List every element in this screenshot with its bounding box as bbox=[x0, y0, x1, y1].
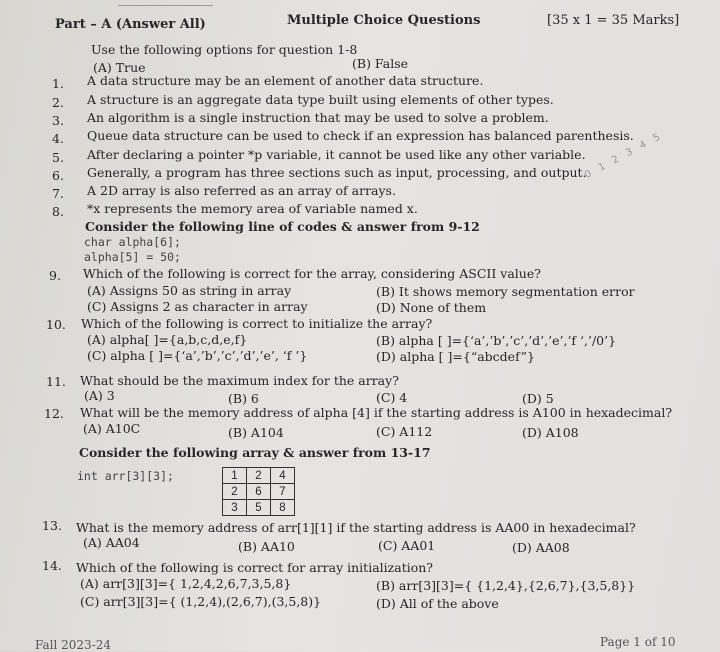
option-a: (A) 3 bbox=[84, 388, 115, 403]
question-number: 3. bbox=[52, 113, 64, 128]
question-number: 8. bbox=[52, 204, 64, 219]
page-number: Page 1 of 10 bbox=[600, 635, 676, 649]
option-a: (A) Assigns 50 as string in array bbox=[87, 283, 292, 298]
table-cell: 2 bbox=[223, 484, 247, 500]
option-d: (D) None of them bbox=[376, 300, 487, 315]
option-c: (C) AA01 bbox=[378, 538, 436, 553]
tf-option-b: (B) False bbox=[352, 56, 408, 71]
question-text: An algorithm is a single instruction that may be used to solve a problem. bbox=[87, 110, 549, 125]
table-row bbox=[223, 500, 295, 516]
question-number: 12. bbox=[44, 406, 64, 421]
question-number: 5. bbox=[52, 150, 64, 165]
section-heading: Consider the following line of codes & answer from 9-12 bbox=[85, 219, 480, 234]
option-d: (D) All of the above bbox=[376, 596, 499, 611]
table-cell: 4 bbox=[271, 468, 295, 484]
table-cell: 3 bbox=[223, 500, 247, 516]
option-b: (B) arr[3][3]={ {1,2,4},{2,6,7},{3,5,8}} bbox=[376, 578, 636, 593]
section-heading: Consider the following array & answer from 13-17 bbox=[79, 445, 431, 460]
code-line: int arr[3][3]; bbox=[77, 469, 174, 483]
option-c: (C) A112 bbox=[376, 424, 433, 439]
question-number: 13. bbox=[42, 518, 62, 533]
question-number: 7. bbox=[52, 186, 64, 201]
option-c: (C) alpha [ ]={‘a’,’b’,’c’,’d’,’e’, ‘f ’} bbox=[87, 348, 308, 363]
option-c: (C) arr[3][3]={ (1,2,4),(2,6,7),(3,5,8)} bbox=[80, 594, 322, 609]
table-row bbox=[223, 484, 295, 500]
table-cell: 1 bbox=[223, 468, 247, 484]
option-b: (B) 6 bbox=[228, 391, 259, 406]
question-text: Generally, a program has three sections such as input, processing, and output. bbox=[87, 165, 587, 180]
option-b: (B) alpha [ ]={‘a’,’b’,’c’,’d’,’e’,’f ‘,’/0’} bbox=[376, 333, 617, 348]
question-number: 10. bbox=[46, 317, 66, 332]
tf-option-a: (A) True bbox=[93, 60, 146, 75]
page-title: Multiple Choice Questions bbox=[287, 13, 481, 28]
option-d: (D) AA08 bbox=[512, 540, 570, 555]
question-text: Which of the following is correct for array initialization? bbox=[76, 560, 433, 575]
question-text: After declaring a pointer *p variable, it cannot be used like any other variable. bbox=[87, 147, 586, 162]
option-c: (C) 4 bbox=[376, 390, 408, 405]
pencil-scribble: 0 1 2 3 4 5 bbox=[582, 130, 665, 181]
question-text: What is the memory address of arr[1][1] if the starting address is AA00 in hexadecimal? bbox=[76, 520, 636, 535]
question-text: Which of the following is correct to initialize the array? bbox=[81, 316, 433, 331]
question-text: *x represents the memory area of variable named x. bbox=[87, 201, 418, 216]
question-number: 2. bbox=[52, 95, 64, 110]
question-text: What will be the memory address of alpha [4] if the starting address is A100 in hexadecimal? bbox=[80, 405, 673, 420]
question-number: 9. bbox=[49, 268, 61, 283]
option-b: (B) A104 bbox=[228, 425, 284, 440]
option-a: (A) arr[3][3]={ 1,2,4,2,6,7,3,5,8} bbox=[80, 576, 292, 591]
top-edge-mark bbox=[118, 0, 213, 6]
option-d: (D) A108 bbox=[522, 425, 579, 440]
question-number: 4. bbox=[52, 131, 64, 146]
option-a: (A) AA04 bbox=[83, 535, 140, 550]
table-cell: 5 bbox=[247, 500, 271, 516]
part-label: Part – A (Answer All) bbox=[55, 17, 206, 32]
array-table bbox=[222, 467, 295, 516]
option-a: (A) A10C bbox=[83, 421, 141, 436]
question-text: What should be the maximum index for the array? bbox=[80, 373, 399, 388]
option-d: (D) 5 bbox=[522, 391, 554, 406]
question-text: A structure is an aggregate data type built using elements of other types. bbox=[87, 92, 554, 107]
table-cell: 8 bbox=[271, 500, 295, 516]
question-number: 1. bbox=[52, 76, 64, 91]
question-number: 6. bbox=[52, 168, 64, 183]
table-cell: 2 bbox=[247, 468, 271, 484]
code-line: char alpha[6]; bbox=[84, 235, 181, 249]
question-text: A 2D array is also referred as an array of arrays. bbox=[87, 183, 396, 198]
question-text: A data structure may be an element of another data structure. bbox=[87, 73, 484, 88]
tf-instruction: Use the following options for question 1-8 bbox=[91, 42, 358, 57]
option-a: (A) alpha[ ]={a,b,c,d,e,f} bbox=[87, 332, 248, 347]
question-text: Queue data structure can be used to check if an expression has balanced parenthesis. bbox=[87, 128, 634, 143]
option-c: (C) Assigns 2 as character in array bbox=[87, 299, 308, 314]
question-number: 11. bbox=[46, 374, 66, 389]
question-number: 14. bbox=[42, 558, 62, 573]
option-d: (D) alpha [ ]={“abcdef”} bbox=[376, 349, 535, 364]
term-label: Fall 2023-24 bbox=[35, 638, 112, 652]
marks-label: [35 x 1 = 35 Marks] bbox=[547, 13, 680, 28]
code-line: alpha[5] = 50; bbox=[84, 250, 181, 264]
option-b: (B) AA10 bbox=[238, 539, 295, 554]
table-cell: 6 bbox=[247, 484, 271, 500]
question-text: Which of the following is correct for the array, considering ASCII value? bbox=[83, 266, 541, 281]
table-cell: 7 bbox=[271, 484, 295, 500]
option-b: (B) It shows memory segmentation error bbox=[376, 284, 635, 299]
table-row bbox=[223, 468, 295, 484]
